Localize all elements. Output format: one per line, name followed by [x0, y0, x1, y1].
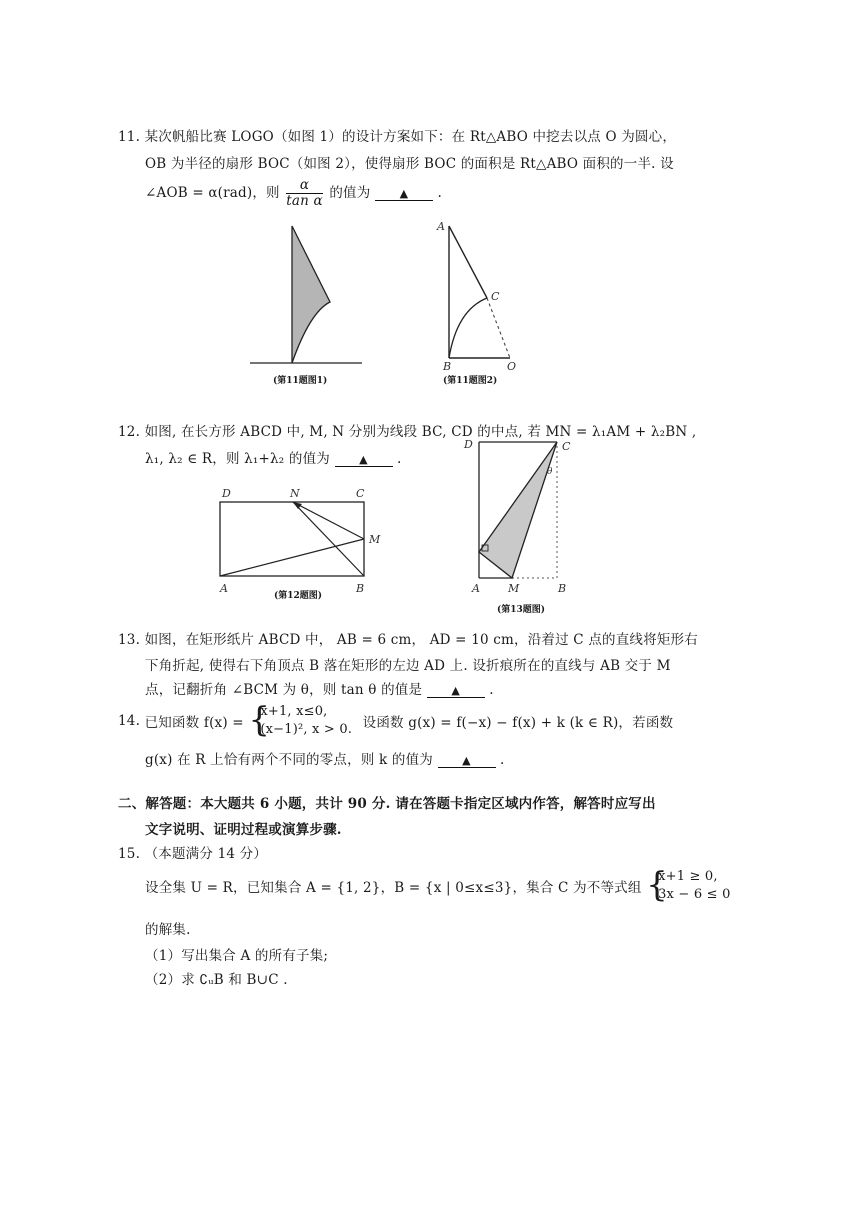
q15-header: （本题满分 14 分）	[144, 846, 268, 862]
fig2-dashed-co	[487, 298, 510, 358]
q11-text-3-post: 的值为	[329, 185, 371, 201]
q11-line2	[145, 152, 674, 172]
q15-text-1: 设全集 U = R，已知集合 A = {1, 2}，B = {x | 0≤x≤3}，集合 C 为不等式组	[145, 880, 642, 896]
q14-line2	[145, 748, 505, 768]
q14-text-pre: 已知函数 f(x) =	[144, 715, 244, 731]
q14-case-2: (x−1)², x > 0.	[260, 722, 353, 737]
q12-line1	[118, 420, 696, 440]
fig2-label-b: B	[443, 360, 452, 373]
q12-answer-blank: ▲	[335, 453, 393, 467]
q13-answer-blank: ▲	[427, 684, 485, 698]
q11-fraction	[286, 178, 323, 209]
q13-label-a: A	[472, 582, 480, 595]
q13-line3	[145, 678, 494, 698]
q15-case-2: 3x − 6 ≤ 0	[658, 887, 731, 902]
q12-label-d: D	[222, 487, 231, 500]
q11-figure-2	[437, 218, 537, 373]
q13-line1	[118, 628, 698, 648]
q14-text-2: g(x) 在 R 上恰有两个不同的零点，则 k 的值为	[145, 752, 433, 768]
q14-cases	[260, 703, 352, 739]
q15-part1: （1）写出集合 A 的所有子集;	[145, 948, 329, 964]
q13-label-c: C	[562, 440, 571, 453]
q15-line1	[145, 865, 731, 908]
q13-end: .	[489, 682, 494, 698]
q12-figure	[218, 488, 398, 598]
q13-text-3: 点，记翻折角 ∠BCM 为 θ，则 tan θ 的值是	[145, 682, 423, 698]
section2-heading-line1: 二、解答题：本大题共 6 小题，共计 90 分. 请在答题卡指定区域内作答，解答时应写出	[118, 796, 656, 812]
q15-cases	[658, 868, 730, 904]
fig2-label-a: A	[437, 220, 445, 233]
q14-number: 14.	[118, 713, 141, 729]
q12-number: 12.	[118, 424, 141, 440]
q12-segment-am	[220, 539, 364, 576]
q12-label-a: A	[220, 582, 228, 595]
q14-case-1: x+1, x≤0,	[260, 704, 328, 719]
section2-heading-line2: 文字说明、证明过程或演算步骤.	[145, 822, 342, 838]
q11-answer-blank: ▲	[375, 187, 433, 201]
q11-fig2-caption: (第11题图2)	[443, 376, 498, 386]
q15-case-1: x+1 ≥ 0,	[658, 869, 718, 884]
q12-line2	[145, 447, 402, 467]
q12-end: .	[397, 451, 402, 467]
q12-label-b: B	[356, 582, 365, 595]
q13-folded-triangle	[479, 442, 557, 578]
q14-line1	[118, 700, 674, 743]
q15-header-line	[118, 842, 267, 862]
q14-answer-blank: ▲	[438, 754, 496, 768]
fig1-sail	[292, 226, 330, 363]
q12-text-2: λ₁, λ₂ ∈ R，则 λ₁+λ₂ 的值为	[145, 451, 330, 467]
fig2-label-o: O	[507, 360, 517, 373]
q13-text-2: 下角折起, 使得右下角顶点 B 落在矩形的左边 AD 上. 设折痕所在的直线与 AB 交于 M	[145, 658, 671, 674]
q12-label-c: C	[356, 487, 365, 500]
q13-label-d: D	[464, 438, 473, 451]
q13-label-b: B	[558, 582, 567, 595]
q13-label-m: M	[508, 582, 520, 595]
q14-piecewise	[248, 700, 353, 740]
q14-brace: {	[248, 700, 271, 740]
q12-caption: (第12题图)	[274, 591, 323, 601]
q13-figure	[464, 436, 584, 596]
q12-rectangle	[220, 502, 364, 576]
q13-number: 13.	[118, 632, 141, 648]
q13-line2	[145, 654, 671, 674]
q15-part2: （2）求 ∁ᵤB 和 B∪C .	[145, 972, 288, 988]
q11-line1	[118, 125, 676, 145]
q12-segment-bn	[293, 502, 364, 576]
q11-text-3-pre: ∠AOB = α(rad)，则	[145, 185, 280, 201]
q11-fig1-caption: (第11题图1)	[273, 376, 328, 386]
q13-text-1: 如图，在矩形纸片 ABCD 中， AB = 6 cm， AD = 10 cm，沿着过 C 点的直线将矩形右	[144, 632, 698, 648]
q11-line3	[145, 178, 442, 209]
q11-end: .	[437, 185, 442, 201]
q11-text-2: OB 为半径的扇形 BOC（如图 2），使得扇形 BOC 的面积是 Rt△ABO 面积的一半. 设	[145, 156, 674, 172]
q11-frac-numerator: α	[286, 178, 323, 194]
fig2-label-c: C	[491, 290, 500, 303]
q15-brace: {	[646, 865, 668, 905]
q11-figure-1	[250, 220, 380, 370]
q15-number: 15.	[118, 846, 141, 862]
q14-text-mid: 设函数 g(x) = f(−x) − f(x) + k (k ∈ R)，若函数	[362, 715, 674, 731]
q14-end: .	[500, 752, 505, 768]
q12-label-n: N	[290, 487, 300, 500]
q13-label-theta: θ	[547, 467, 553, 477]
q12-text-1: 如图, 在长方形 ABCD 中, M, N 分别为线段 BC, CD 的中点, 若 MN = λ₁AM + λ₂BN ,	[144, 424, 697, 440]
q12-label-m: M	[369, 533, 381, 546]
q15-line2: 的解集.	[145, 922, 191, 938]
q11-frac-denominator: tan α	[286, 193, 323, 209]
fig2-side-ac	[449, 226, 487, 298]
q12-arrowhead	[293, 502, 302, 509]
q11-number: 11.	[118, 129, 141, 145]
q11-text-1: 某次帆船比赛 LOGO（如图 1）的设计方案如下：在 Rt△ABO 中挖去以点 O 为圆心，	[144, 129, 677, 145]
q13-caption: (第13题图)	[497, 605, 546, 615]
q12-segment-mn	[293, 502, 364, 539]
fig2-arc-bc	[449, 298, 487, 358]
q15-inequality-system	[646, 865, 731, 905]
